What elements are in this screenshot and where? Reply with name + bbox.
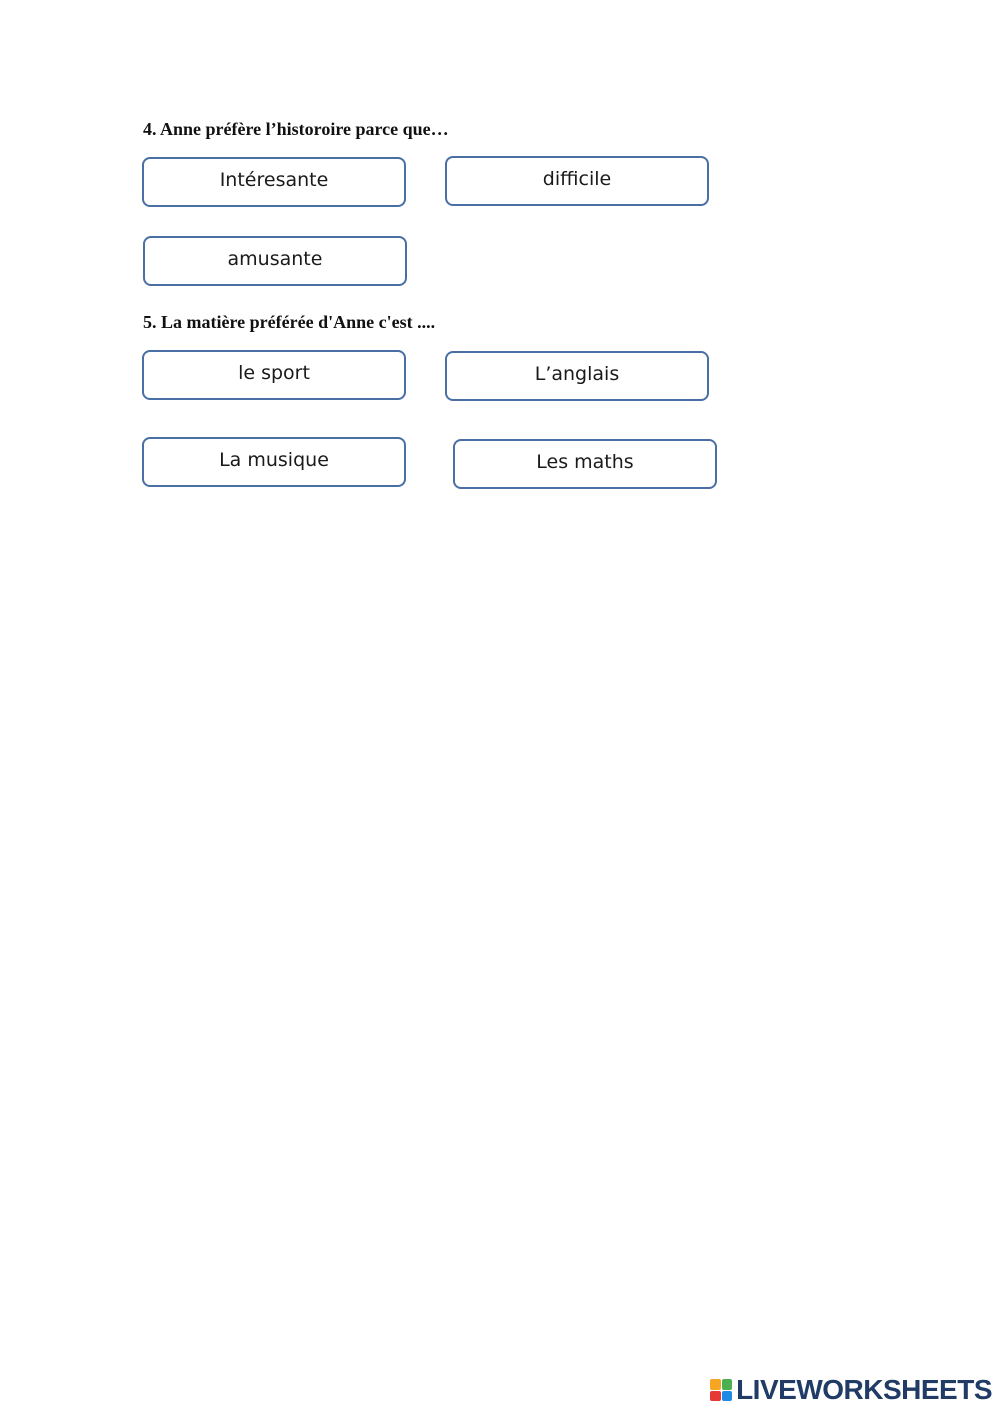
option-label: Les maths	[536, 451, 634, 473]
liveworksheets-logo-icon	[710, 1379, 732, 1401]
option-l-anglais[interactable]	[445, 351, 709, 401]
logo-square	[710, 1391, 721, 1402]
logo-square	[722, 1391, 733, 1402]
option-les-maths[interactable]	[453, 439, 717, 489]
option-label: le sport	[238, 362, 310, 384]
option-label: L’anglais	[534, 363, 620, 385]
brand-text: LIVEWORKSHEETS	[736, 1374, 992, 1405]
option-le-sport[interactable]	[142, 350, 406, 400]
option-label: difficile	[542, 168, 612, 190]
question-5-text: 5. La matière préférée d'Anne c'est ....	[143, 312, 436, 332]
option-amusante[interactable]	[143, 236, 407, 286]
liveworksheets-logo	[710, 1375, 992, 1405]
question-4-text: 4. Anne préfère l’historoire parce que…	[143, 119, 449, 139]
option-label: Intéresante	[219, 169, 329, 191]
logo-square	[710, 1379, 721, 1390]
option-difficile[interactable]	[445, 156, 709, 206]
option-la-musique[interactable]	[142, 437, 406, 487]
logo-square	[722, 1379, 733, 1390]
option-label: amusante	[227, 248, 323, 270]
option-label: La musique	[219, 449, 329, 471]
option-interesante[interactable]	[142, 157, 406, 207]
